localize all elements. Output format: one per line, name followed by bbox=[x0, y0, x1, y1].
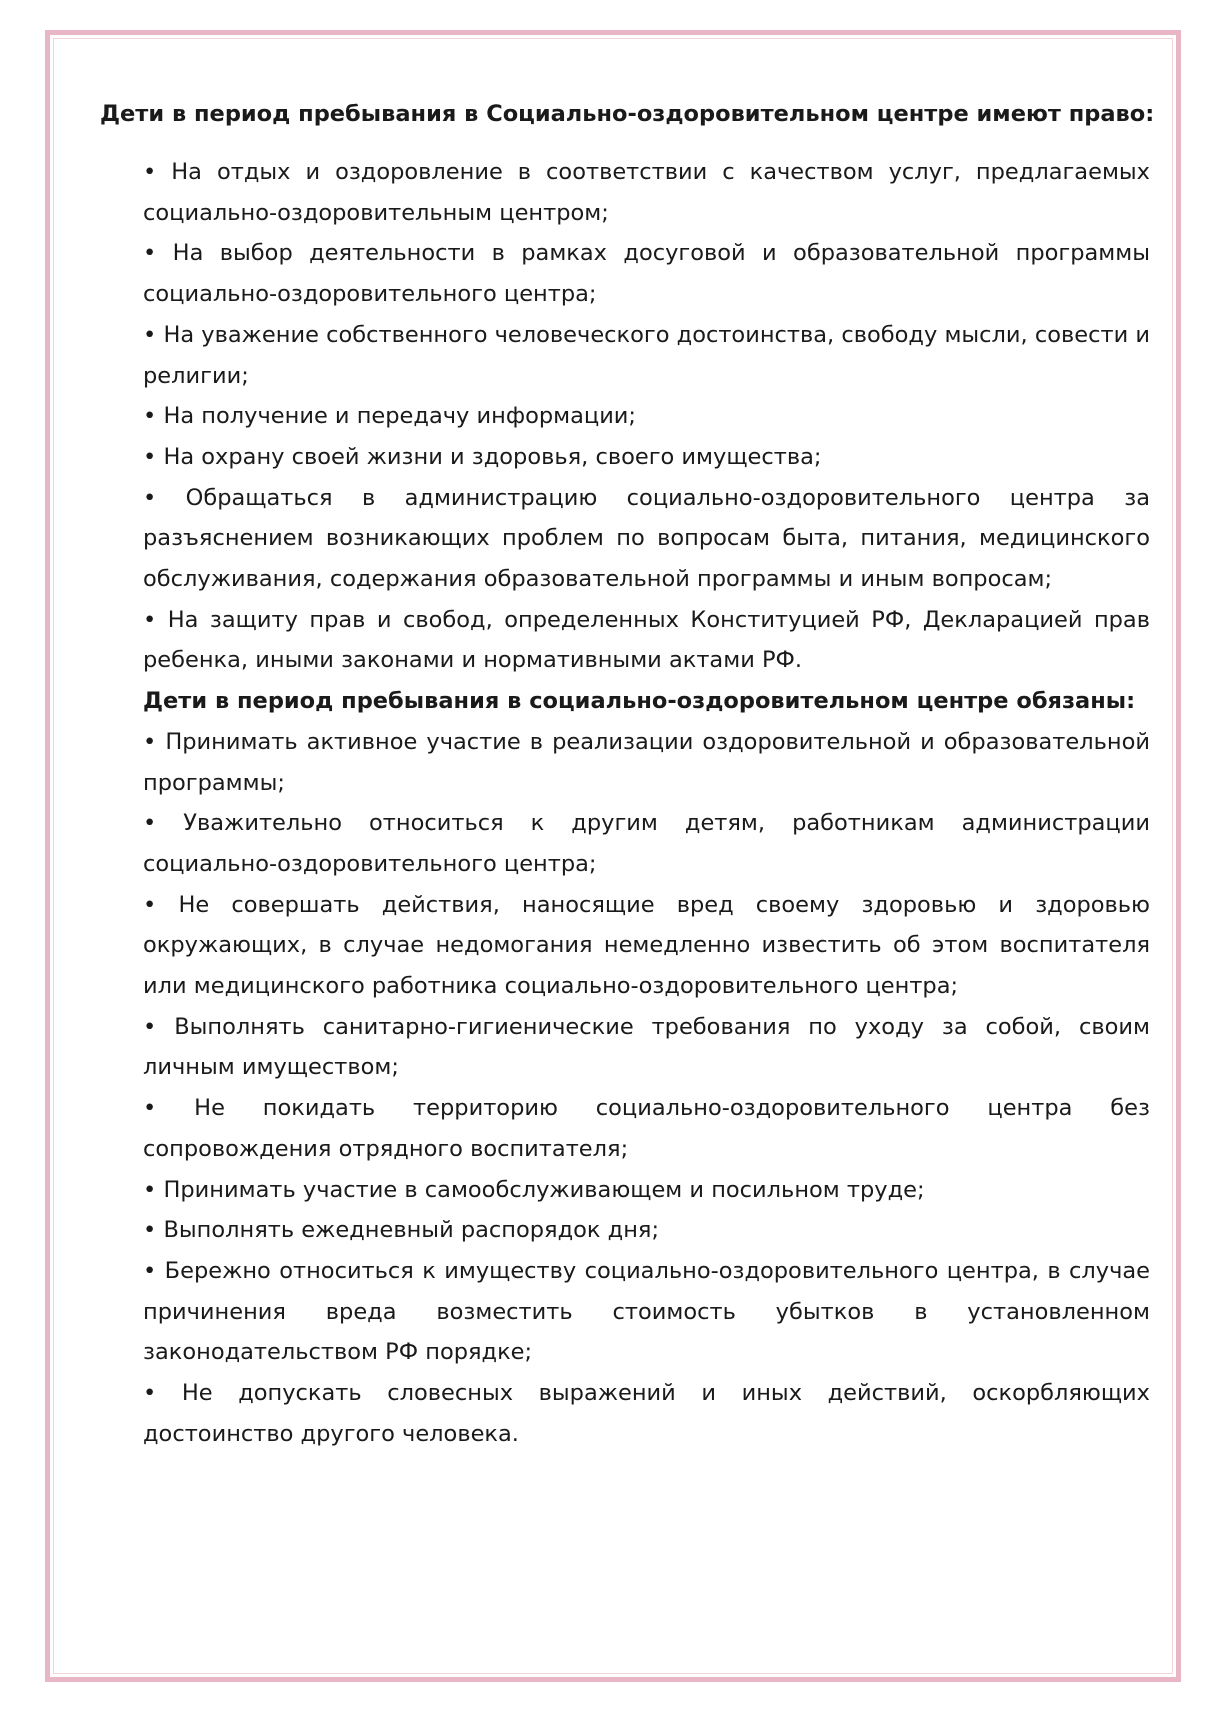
rights-item: • На выбор деятельности в рамках досуговой и образовательной программы социально-оздоровительного центра; bbox=[143, 233, 1150, 314]
rights-item: • На уважение собственного человеческого достоинства, свободу мысли, совести и религии; bbox=[143, 315, 1150, 396]
duties-item: • Выполнять ежедневный распорядок дня; bbox=[143, 1210, 1150, 1251]
rights-item: • Обращаться в администрацию социально-оздоровительного центра за разъяснением возникающих проблем по вопросам быта, питания, медицинского обслуживания, содержания образовательной программы и иным вопросам; bbox=[143, 478, 1150, 600]
rights-item: • На получение и передачу информации; bbox=[143, 396, 1150, 437]
duties-item: • Бережно относиться к имуществу социально-оздоровительного центра, в случае причинения вреда возместить стоимость убытков в установленном законодательством РФ порядке; bbox=[143, 1251, 1150, 1373]
document-body bbox=[100, 94, 1155, 1455]
duties-item: • Уважительно относиться к другим детям, работникам администрации социально-оздоровительного центра; bbox=[143, 803, 1150, 884]
duties-heading: Дети в период пребывания в социально-оздоровительном центре обязаны: bbox=[143, 688, 1136, 715]
rights-item: • На отдых и оздоровление в соответствии с качеством услуг, предлагаемых социально-оздоровительным центром; bbox=[143, 152, 1150, 233]
duties-item: • Принимать активное участие в реализации оздоровительной и образовательной программы; bbox=[143, 722, 1150, 803]
duties-item: • Принимать участие в самообслуживающем и посильном труде; bbox=[143, 1170, 1150, 1211]
duties-item: • Выполнять санитарно-гигиенические требования по уходу за собой, своим личным имуществом; bbox=[143, 1007, 1150, 1088]
rights-heading: Дети в период пребывания в Социально-оздоровительном центре имеют право: bbox=[100, 101, 1155, 127]
duties-item: • Не совершать действия, наносящие вред своему здоровью и здоровью окружающих, в случае недомогания немедленно известить об этом воспитателя или медицинского работника социально-оздоровительного центра; bbox=[143, 885, 1150, 1007]
rights-list bbox=[100, 152, 1150, 681]
duties-item: • Не покидать территорию социально-оздоровительного центра без сопровождения отрядного воспитателя; bbox=[143, 1088, 1150, 1169]
rights-item: • На охрану своей жизни и здоровья, своего имущества; bbox=[143, 437, 1150, 478]
rights-item: • На защиту прав и свобод, определенных Конституцией РФ, Декларацией прав ребенка, иными законами и нормативными актами РФ. bbox=[143, 600, 1150, 681]
duties-item: • Не допускать словесных выражений и иных действий, оскорбляющих достоинство другого человека. bbox=[143, 1373, 1150, 1454]
duties-list bbox=[100, 722, 1150, 1455]
duties-section bbox=[100, 681, 1150, 722]
